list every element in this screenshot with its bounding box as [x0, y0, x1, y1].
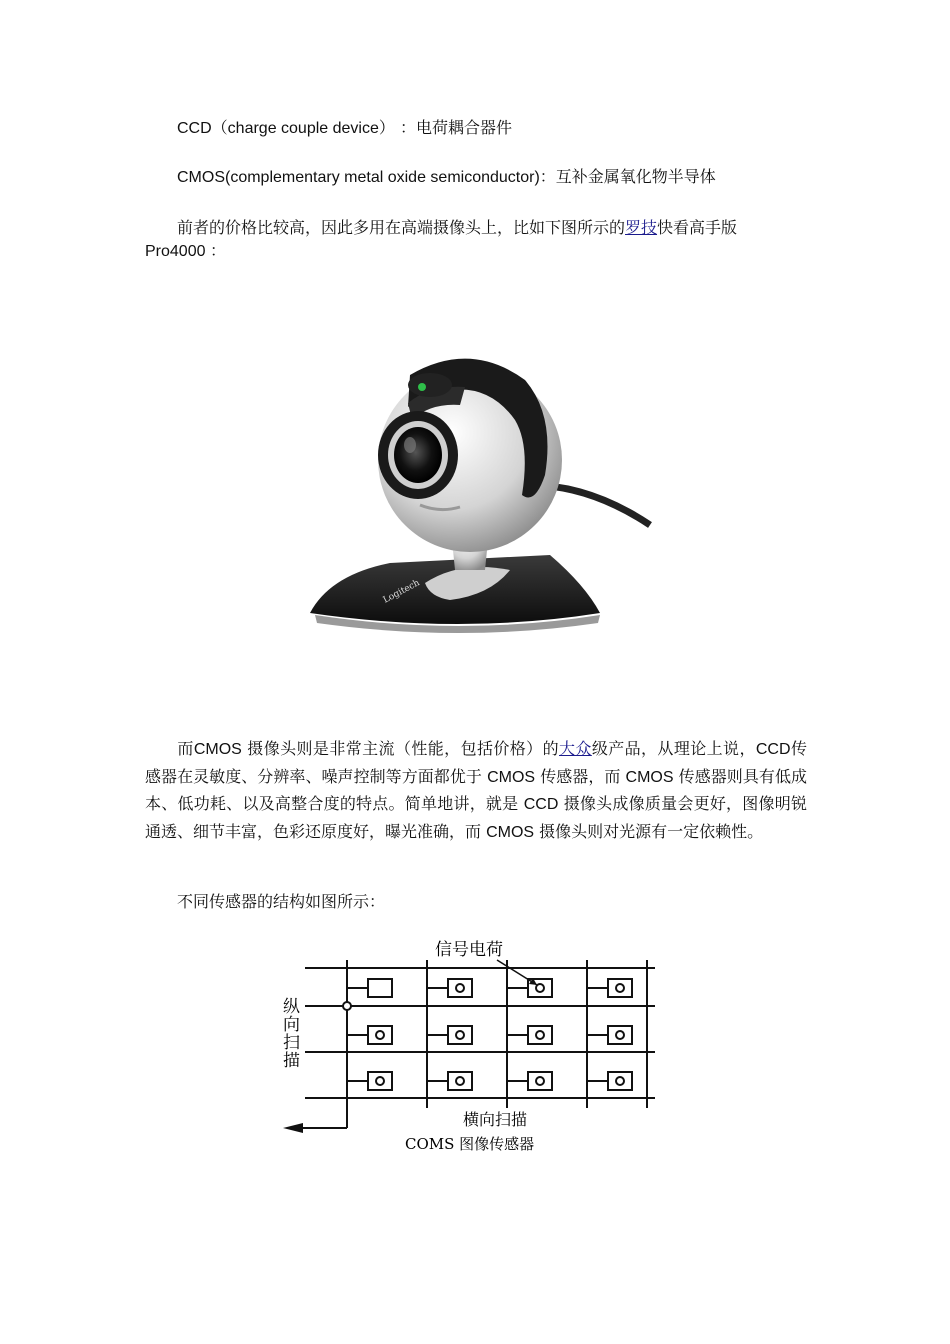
pixel-node — [536, 984, 544, 992]
p4-s6: 传感器则具有低成本、低功耗、以及高整合度的特点。简单地讲，就是 — [145, 766, 807, 813]
p4-t2: CCD — [755, 741, 791, 758]
p4-s3: 级产品，从理论上说， — [591, 739, 756, 758]
ccd-definition — [177, 118, 512, 139]
webcam-image — [300, 345, 652, 640]
cmos-definition — [177, 167, 716, 188]
mass-market-link[interactable]: 大众 — [559, 739, 592, 758]
pixel-node — [616, 1077, 624, 1085]
pixel-node — [376, 1031, 384, 1039]
signal-charge-label: 信号电荷 — [435, 940, 503, 960]
pixel-node — [616, 984, 624, 992]
cmos-sensor-diagram — [275, 938, 660, 1153]
p4-t3: CMOS — [487, 768, 536, 786]
p4-s8: 摄像头则对光源有一定依赖性。 — [534, 821, 764, 841]
vertical-scan-label-3: 扫 — [283, 1033, 300, 1053]
ccd-price-text-a: 前者的价格比较高，因此多用在高端摄像头上，比如下图所示的 — [177, 218, 626, 237]
cmos-meaning: ：互补金属氧化物半导体 — [539, 167, 716, 186]
logitech-link[interactable]: 罗技 — [625, 218, 658, 237]
logitech-logo-text: Logitech — [381, 578, 422, 606]
p4-t4: CMOS — [625, 768, 674, 786]
vertical-scan-label-1: 纵 — [283, 997, 300, 1017]
cmos-term: CMOS(complementary metal oxide semiconductor) — [177, 169, 540, 186]
p4-t6: CMOS — [486, 823, 535, 841]
pixel-node — [536, 1031, 544, 1039]
diagram-caption: COMS 图像传感器 — [405, 1135, 535, 1153]
p4-s2: 摄像头则是非常主流（性能，包括价格）的 — [241, 739, 559, 758]
p4-t1: CMOS — [193, 741, 242, 758]
pixel-node — [456, 984, 464, 992]
p4-t5: CCD — [523, 796, 559, 813]
p4-s7: 摄像头成像质量会更好，图像明锐通透、细节丰富，色彩还原度好，曝光准确，而 — [145, 794, 807, 841]
horizontal-scan-label: 横向扫描 — [463, 1110, 528, 1129]
p4-s5: 传感器，而 — [535, 766, 626, 786]
pixel-node — [616, 1031, 624, 1039]
pixel-node — [376, 1077, 384, 1085]
pro4000-text: Pro4000 ： — [145, 243, 226, 260]
ccd-term: CCD（charge couple device） — [177, 120, 395, 137]
ccd-meaning: ：电荷耦合器件 — [394, 118, 512, 137]
ccd-price-text-b: 快看高手版 — [657, 218, 738, 237]
cmos-comparison-paragraph — [145, 736, 807, 846]
p4-s4: 传感器在灵敏度、分辨率、噪声控制等方面都优于 — [145, 739, 807, 786]
vertical-scan-label-2: 向 — [283, 1015, 300, 1035]
pixel-node — [456, 1077, 464, 1085]
p4-s1: 而 — [177, 739, 194, 758]
pixel-cell — [368, 979, 392, 997]
ccd-price-text — [177, 218, 737, 238]
vertical-scan-label-4: 描 — [283, 1051, 300, 1071]
sensor-structure-intro: 不同传感器的结构如图所示： — [177, 892, 386, 911]
pixel-node — [456, 1031, 464, 1039]
pixel-node — [536, 1077, 544, 1085]
junction-node — [343, 1002, 351, 1010]
